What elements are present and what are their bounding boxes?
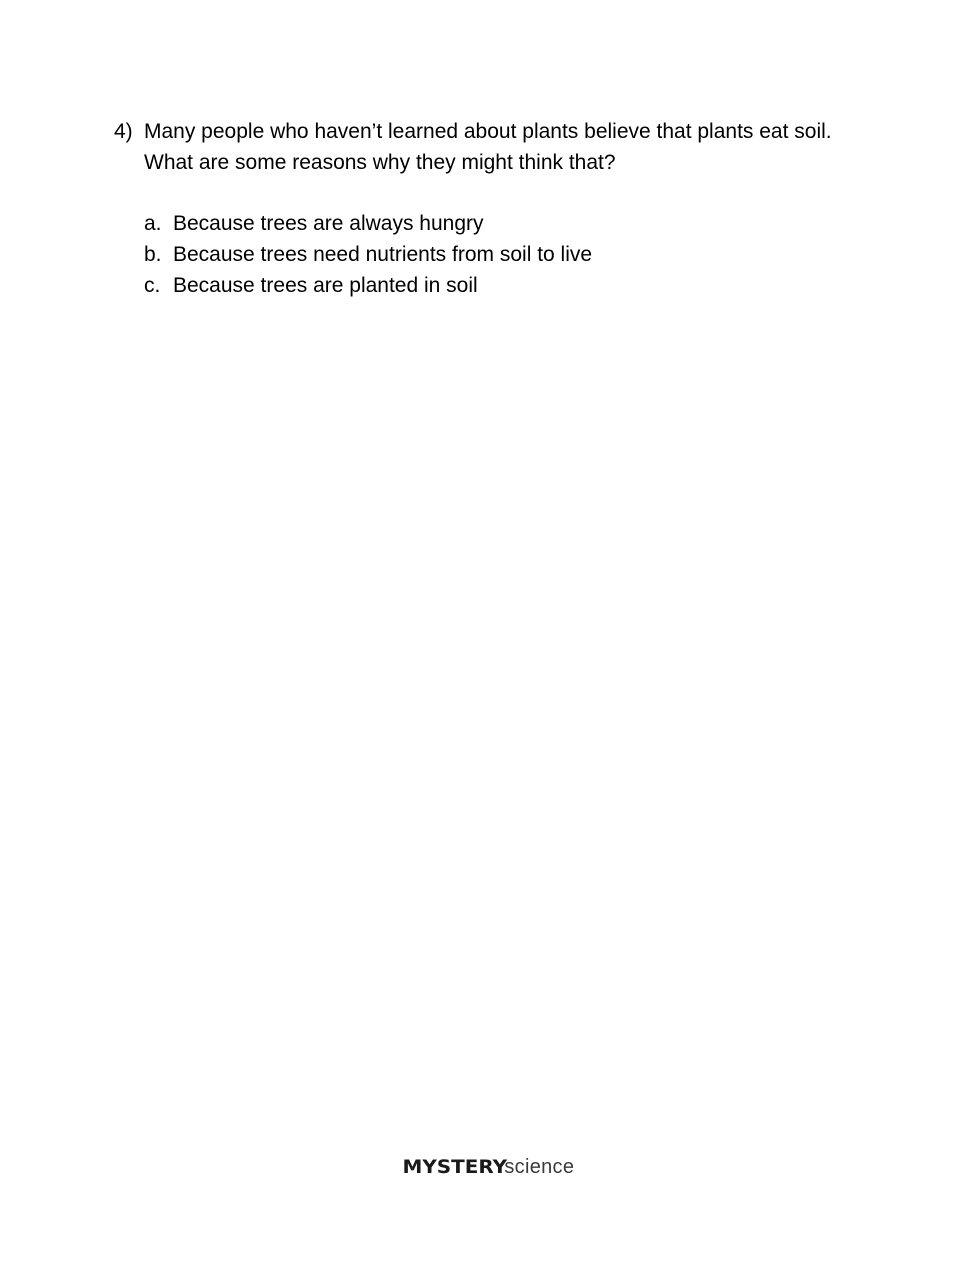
option-letter: b. xyxy=(144,243,162,266)
question-number: 4) xyxy=(114,120,133,143)
option-text: Because trees are always hungry xyxy=(173,212,484,235)
question-4 xyxy=(114,116,854,178)
option-letter: c. xyxy=(144,274,161,297)
option-text: Because trees need nutrients from soil to live xyxy=(173,243,593,266)
option-text: Because trees are planted in soil xyxy=(173,274,478,297)
question-text: Many people who haven’t learned about plants believe that plants eat soil. What are some reasons why they might think that? xyxy=(144,120,832,174)
answer-options-list xyxy=(144,208,592,301)
answer-option-c xyxy=(144,270,592,301)
option-letter: a. xyxy=(144,212,162,235)
answer-option-a xyxy=(144,208,592,239)
answer-option-b xyxy=(144,239,592,270)
logo-science-text: science xyxy=(504,1156,575,1178)
mystery-science-logo xyxy=(0,1156,979,1179)
logo-mystery-text: MYSTERY xyxy=(402,1156,507,1178)
